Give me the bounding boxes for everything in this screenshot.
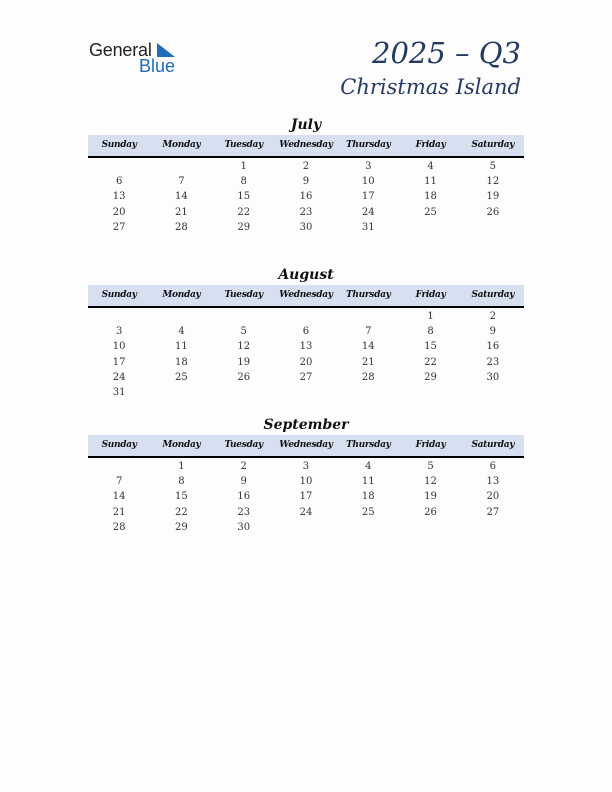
week-row — [88, 355, 524, 370]
weekday-header: Saturday — [471, 290, 515, 300]
day-cell: 1 — [240, 161, 247, 172]
day-cell: 17 — [299, 491, 313, 503]
day-cell: 3 — [365, 161, 372, 172]
day-cell: 20 — [299, 356, 313, 368]
day-grid — [88, 158, 524, 235]
day-cell: 6 — [302, 326, 310, 338]
generalblue-logo — [89, 40, 189, 76]
day-cell: 10 — [112, 341, 126, 353]
day-cell: 30 — [299, 221, 313, 233]
day-cell: 12 — [237, 341, 251, 353]
month-calendar-july — [88, 115, 524, 235]
day-cell: 3 — [115, 326, 123, 338]
day-cell: 16 — [486, 341, 500, 353]
weekday-header: Thursday — [345, 290, 391, 300]
day-cell: 11 — [424, 176, 437, 188]
day-cell: 22 — [424, 356, 437, 368]
day-cell — [213, 385, 275, 400]
day-cell: 28 — [361, 371, 375, 383]
day-cell: 9 — [302, 176, 310, 188]
day-cell: 21 — [361, 356, 375, 368]
day-cell — [337, 309, 399, 324]
day-cell: 20 — [486, 491, 500, 503]
logo-text-blue: Blue — [139, 56, 176, 76]
day-cell: 25 — [175, 371, 188, 383]
day-cell: 12 — [486, 176, 500, 188]
day-cell: 5 — [489, 161, 497, 172]
weekday-header: Tuesday — [224, 290, 263, 300]
weekday-header: Sunday — [101, 140, 137, 150]
day-cell: 13 — [486, 476, 500, 488]
week-row — [88, 324, 524, 339]
day-cell: 14 — [175, 191, 188, 203]
day-cell — [337, 520, 399, 535]
day-cell: 8 — [427, 326, 434, 338]
month-calendar-august — [88, 265, 524, 400]
weekday-header: Wednesday — [279, 140, 333, 150]
day-cell: 2 — [240, 461, 247, 472]
weekday-header: Saturday — [471, 440, 515, 450]
day-cell: 2 — [489, 311, 497, 322]
day-cell: 7 — [365, 326, 372, 338]
day-cell — [399, 385, 461, 400]
day-cell: 10 — [299, 476, 313, 488]
month-title: August — [278, 267, 334, 283]
day-cell: 25 — [424, 206, 437, 218]
day-cell — [275, 309, 337, 324]
day-cell: 23 — [237, 506, 251, 518]
week-row — [88, 339, 524, 354]
day-cell — [462, 385, 524, 400]
day-cell — [399, 220, 461, 235]
day-cell: 27 — [299, 371, 313, 383]
day-cell: 9 — [240, 476, 247, 488]
day-cell: 22 — [175, 506, 188, 518]
weekday-header: Monday — [162, 140, 201, 150]
weekday-header-row — [88, 135, 524, 158]
day-cell: 4 — [365, 461, 372, 472]
week-row — [88, 309, 524, 324]
day-cell — [275, 520, 337, 535]
day-cell: 11 — [175, 341, 188, 353]
day-cell: 15 — [237, 191, 251, 203]
day-cell: 28 — [112, 521, 126, 533]
day-cell — [337, 385, 399, 400]
logo-text-general: General — [89, 40, 152, 60]
day-cell: 20 — [112, 206, 126, 218]
weekday-header: Monday — [162, 290, 201, 300]
weekday-header: Friday — [415, 290, 446, 300]
day-cell: 18 — [361, 491, 375, 503]
day-cell: 26 — [486, 206, 500, 218]
day-cell: 23 — [486, 356, 500, 368]
day-cell — [88, 159, 150, 174]
day-cell: 27 — [486, 506, 500, 518]
day-cell — [88, 309, 150, 324]
day-cell: 24 — [361, 206, 375, 218]
day-cell: 1 — [427, 311, 434, 322]
weekday-header: Thursday — [345, 440, 391, 450]
week-row — [88, 474, 524, 489]
day-cell: 14 — [361, 341, 375, 353]
day-cell — [399, 520, 461, 535]
day-cell: 18 — [424, 191, 437, 203]
day-cell — [150, 385, 212, 400]
weekday-header: Friday — [415, 440, 446, 450]
day-cell: 26 — [424, 506, 437, 518]
day-cell: 16 — [299, 191, 313, 203]
day-cell: 17 — [361, 191, 375, 203]
day-cell: 29 — [237, 221, 251, 233]
day-cell: 24 — [299, 506, 313, 518]
week-row — [88, 370, 524, 385]
day-cell — [150, 309, 212, 324]
week-row — [88, 459, 524, 474]
day-grid — [88, 458, 524, 535]
day-cell: 6 — [115, 176, 123, 188]
day-cell: 1 — [178, 461, 185, 472]
day-cell — [275, 385, 337, 400]
weekday-header: Tuesday — [224, 140, 263, 150]
day-cell — [462, 520, 524, 535]
day-cell: 15 — [424, 341, 437, 353]
day-cell: 4 — [427, 161, 434, 172]
page-title: 2025 – Q3 — [372, 36, 521, 70]
day-cell — [213, 309, 275, 324]
day-cell: 13 — [112, 191, 126, 203]
weekday-header: Tuesday — [224, 440, 263, 450]
day-cell: 5 — [427, 461, 434, 472]
day-cell: 25 — [361, 506, 375, 518]
day-cell: 5 — [240, 326, 247, 338]
day-cell: 8 — [240, 176, 247, 188]
day-cell: 13 — [299, 341, 313, 353]
day-cell: 23 — [299, 206, 313, 218]
weekday-header: Wednesday — [279, 290, 333, 300]
day-cell: 3 — [302, 461, 310, 472]
day-cell: 16 — [237, 491, 251, 503]
day-cell: 9 — [489, 326, 497, 338]
week-row — [88, 205, 524, 220]
logo-triangle-icon — [157, 43, 175, 57]
week-row — [88, 489, 524, 504]
day-cell: 30 — [486, 371, 500, 383]
day-cell: 4 — [178, 326, 185, 338]
weekday-header: Friday — [415, 140, 446, 150]
day-cell: 29 — [175, 521, 188, 533]
week-row — [88, 505, 524, 520]
day-cell: 22 — [237, 206, 251, 218]
day-grid — [88, 308, 524, 400]
day-cell — [462, 220, 524, 235]
week-row — [88, 520, 524, 535]
day-cell — [150, 159, 212, 174]
day-cell: 27 — [112, 221, 126, 233]
week-row — [88, 159, 524, 174]
day-cell: 29 — [424, 371, 437, 383]
day-cell: 6 — [489, 461, 497, 472]
day-cell: 26 — [237, 371, 251, 383]
day-cell: 28 — [175, 221, 188, 233]
week-row — [88, 174, 524, 189]
day-cell: 19 — [424, 491, 437, 503]
day-cell: 7 — [178, 176, 185, 188]
day-cell: 7 — [115, 476, 123, 488]
day-cell: 30 — [237, 521, 251, 533]
day-cell: 31 — [112, 386, 126, 398]
day-cell: 11 — [361, 476, 375, 488]
weekday-header: Wednesday — [279, 440, 333, 450]
day-cell: 18 — [175, 356, 188, 368]
day-cell: 10 — [361, 176, 375, 188]
month-title: July — [290, 117, 322, 133]
day-cell: 19 — [237, 356, 251, 368]
day-cell — [88, 459, 150, 474]
day-cell: 17 — [112, 356, 126, 368]
weekday-header: Thursday — [345, 140, 391, 150]
day-cell: 24 — [112, 371, 126, 383]
day-cell: 14 — [112, 491, 126, 503]
day-cell: 8 — [178, 476, 185, 488]
weekday-header: Sunday — [101, 290, 137, 300]
day-cell: 21 — [112, 506, 126, 518]
weekday-header-row — [88, 435, 524, 458]
weekday-header-row — [88, 285, 524, 308]
month-calendar-september — [88, 415, 524, 535]
weekday-header: Monday — [162, 440, 201, 450]
week-row — [88, 385, 524, 400]
week-row — [88, 220, 524, 235]
page-subtitle: Christmas Island — [340, 75, 521, 99]
day-cell: 2 — [302, 161, 310, 172]
day-cell: 12 — [424, 476, 437, 488]
weekday-header: Sunday — [101, 440, 137, 450]
day-cell: 19 — [486, 191, 500, 203]
week-row — [88, 189, 524, 204]
day-cell: 31 — [361, 221, 375, 233]
month-title: September — [263, 417, 349, 433]
day-cell: 15 — [175, 491, 188, 503]
day-cell: 21 — [175, 206, 188, 218]
weekday-header: Saturday — [471, 140, 515, 150]
